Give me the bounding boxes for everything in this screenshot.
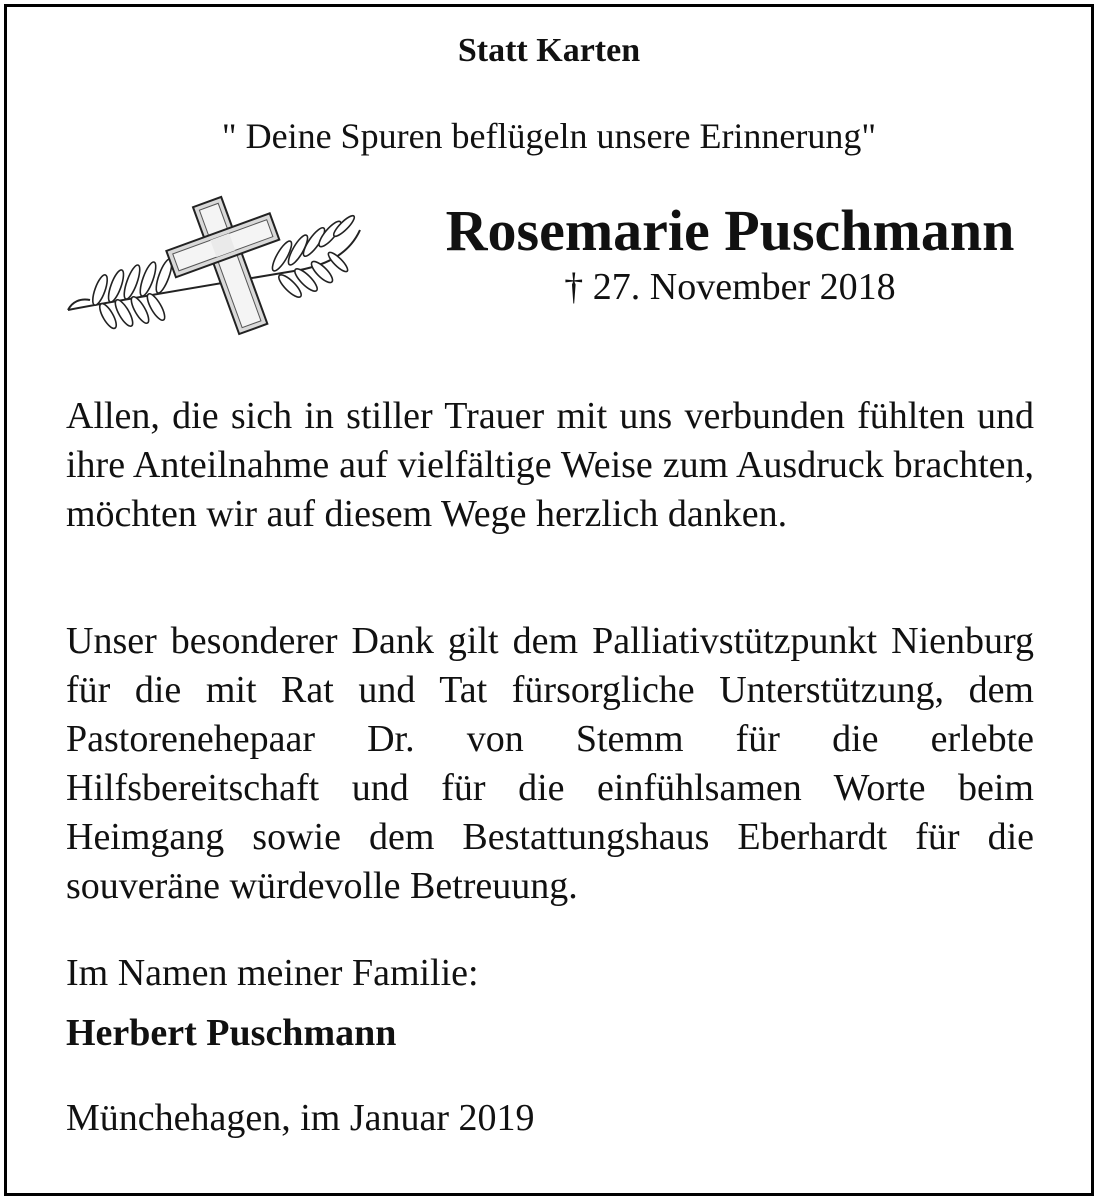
notice-heading: Statt Karten: [457, 32, 641, 69]
deceased-name: Rosemarie Puschmann: [445, 198, 1015, 263]
acknowledgement-paragraph: Unser besonderer Dank gilt dem Palliativstützpunkt Nienburg für die mit Rat und Tat fürsorgliche Unterstützung, dem Pastorenehepaar Dr. von Stemm für die erlebte Hilfsbereitschaft und für die einfühlsamen Worte beim Heimgang sowie dem Bestattungshaus Eberhardt für die souveräne würdevolle Betreuung.: [66, 620, 1034, 907]
thanks-paragraph: Allen, die sich in stiller Trauer mit uns verbunden fühlten und ihre Anteilnahme auf vielfältige Weise zum Ausdruck brachten, möchten wir auf diesem Wege herzlich danken.: [66, 395, 1034, 535]
signer-name: Herbert Puschmann: [66, 1012, 397, 1054]
death-date: † 27. November 2018: [564, 266, 896, 308]
family-intro: Im Namen meiner Familie:: [66, 952, 479, 994]
cross-with-palm-branch-icon: [60, 190, 370, 340]
memorial-quote: " Deine Spuren beflügeln unsere Erinnerung": [221, 116, 877, 156]
place-and-date: Münchehagen, im Januar 2019: [66, 1097, 535, 1139]
